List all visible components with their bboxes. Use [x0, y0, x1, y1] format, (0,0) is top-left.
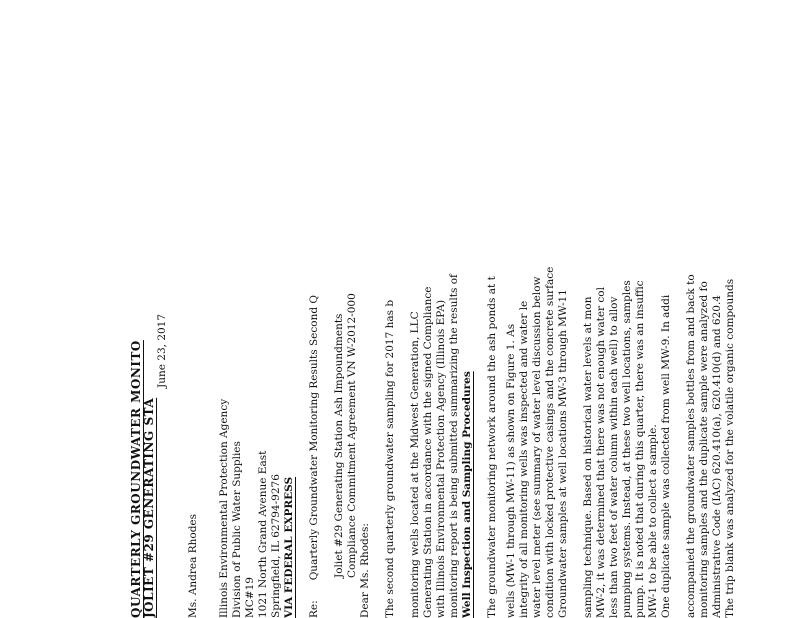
para3-line: Groundwater samples at well locations MW-3 through MW-11: [557, 289, 569, 618]
address-line: Illinois Environmental Protection Agency: [218, 398, 230, 618]
address-line: 1021 North Grand Avenue East: [257, 450, 269, 618]
para4-line: monitoring samples and the duplicate sample were analyzed fo: [698, 281, 710, 618]
para2-line: integrity of all monitoring wells was inspected and water le: [518, 300, 530, 618]
para2-line: water level meter (see summary of water level discussion below: [531, 276, 543, 618]
re-line: [308, 0, 321, 618]
re-line: Joliet #29 Generating Station Ash Impoundments: [333, 313, 345, 578]
para3-line: less than two feet of water column within each well) to allov: [608, 296, 620, 618]
re-label: Re:: [308, 600, 320, 618]
section-heading: Well Inspection and Sampling Procedures: [461, 371, 473, 618]
letter-date: June 23, 2017: [156, 313, 168, 388]
para4-line: The trip blank was analyzed for the volatile organic compounds: [724, 278, 736, 618]
address-line: Division of Public Water Supplies: [231, 441, 243, 618]
para2-line: condition with locked protective casings and the concrete surface: [544, 266, 556, 618]
para1-line: monitoring report is being submitted summarizing the results of: [448, 274, 460, 618]
letter-title-line1: QUARTERLY GROUNDWATER MONITO: [129, 340, 143, 618]
para3-line: MW-1 to be able to collect a sample.: [647, 424, 659, 618]
rotated-letter: [129, 0, 736, 618]
para1-line: The second quarterly groundwater sampling for 2017 has b: [384, 299, 396, 618]
re-text: Quarterly Groundwater Monitoring Results Second Q: [308, 295, 320, 581]
address-line: Ms. Andrea Rhodes: [187, 513, 199, 618]
para3-line: sampling technique. Based on historical water levels at mon: [582, 296, 594, 618]
para4-line: Administrative Code (IAC) 620.410(a), 620.410(d) and 620.4: [711, 295, 723, 618]
para2-line: wells (MW-1 through MW-11) as shown on Figure 1. As: [505, 323, 517, 618]
para4-line: accompanied the groundwater samples bottles from and back to: [685, 274, 697, 618]
para3-line: pump. It is noted that during this quarter, there was an insuffic: [634, 280, 646, 618]
delivery-method: VIA FEDERAL EXPRESS: [283, 476, 295, 618]
para3-line: MW-2, it was determined that there was not enough water col: [595, 287, 607, 618]
para1-line: Generating Station in accordance with the signed Compliance: [422, 286, 434, 618]
para1-line: monitoring wells located at the Midwest Generation, LLC: [409, 311, 421, 618]
para3-line: pumping systems. Instead, at these two well locations, samples: [621, 280, 633, 618]
letter-title-line2: JOLIET #29 GENERATING STA: [142, 397, 156, 618]
para4-line: One duplicate sample was collected from well MW-9. In addi: [660, 294, 672, 618]
address-line: MC#19: [244, 577, 256, 618]
para1-line: with Illinois Environmental Protection Agency (Illinois EPA): [435, 299, 447, 618]
address-line: Springfield, IL 62794-9276: [270, 474, 282, 618]
salutation: Dear Ms. Rhodes:: [359, 523, 371, 618]
para2-line: The groundwater monitoring network around the ash ponds at t: [486, 276, 498, 618]
re-line: Compliance Commitment Agreement VN W-2012-000: [346, 293, 358, 578]
